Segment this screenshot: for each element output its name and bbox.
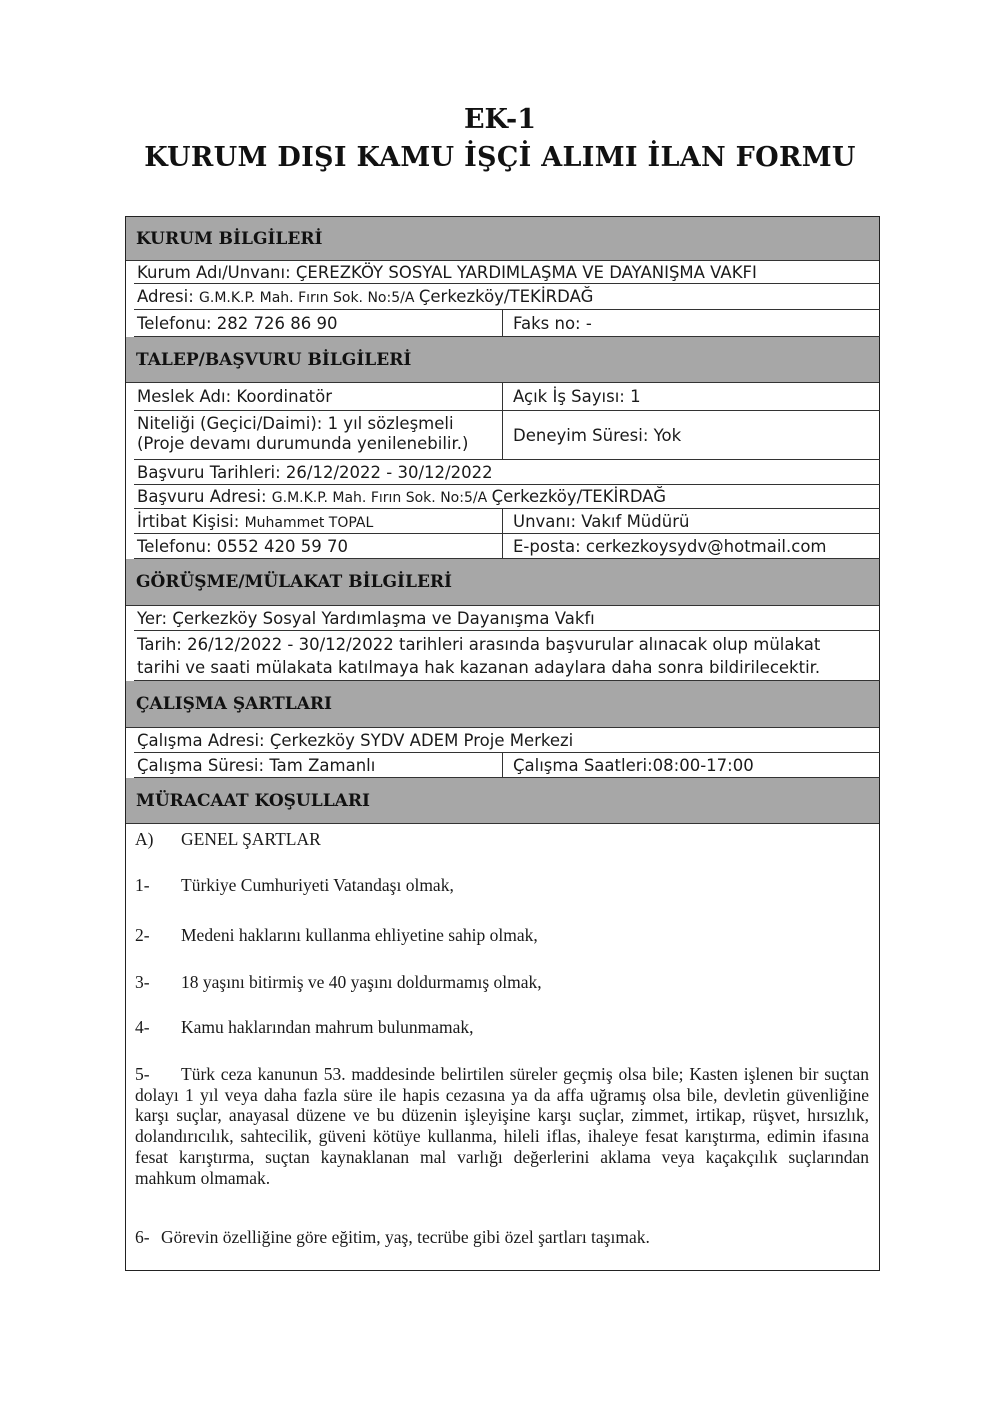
row-calisma-adresi	[134, 728, 880, 753]
acik-is-sayisi: Açık İş Sayısı: 1	[502, 383, 880, 410]
genel-sartlar-title: GENEL ŞARTLAR	[181, 829, 321, 849]
condition-item-1	[135, 875, 870, 896]
nitelik-cell	[134, 411, 502, 459]
row-basvuru-adresi	[134, 485, 880, 509]
genel-sartlar-number: A)	[135, 829, 154, 849]
condition-number: 2-	[135, 925, 150, 945]
section-kurum-bilgileri: KURUM BİLGİLERİ	[126, 217, 879, 261]
irtibat-value: Muhammet TOPAL	[244, 515, 374, 531]
kurum-adi-value: ÇEREZKÖY SOSYAL YARDIMLAŞMA VE DAYANIŞMA VAKFI	[295, 263, 757, 282]
irtibat-unvan: Unvanı: Vakıf Müdürü	[502, 509, 880, 533]
condition-number: 6-	[135, 1227, 150, 1247]
irtibat-label: İrtibat Kişisi:	[137, 512, 245, 531]
calisma-saatleri: Çalışma Saatleri:08:00-17:00	[502, 753, 880, 777]
condition-text: Türkiye Cumhuriyeti Vatandaşı olmak,	[181, 875, 454, 895]
row-kurum-telefon	[134, 310, 880, 337]
condition-item-2	[135, 925, 870, 946]
gorusme-yer: Yer: Çerkezköy Sosyal Yardımlaşma ve Dayanışma Vakfı	[137, 609, 595, 628]
basvuru-tarihleri: Başvuru Tarihleri: 26/12/2022 - 30/12/2022	[137, 463, 493, 482]
kurum-adi-cell	[134, 261, 880, 283]
row-gorusme-tarih	[134, 631, 880, 681]
kurum-adi-label: Kurum Adı/Unvanı:	[137, 263, 296, 282]
kurum-adres-city: Çerkezköy/TEKİRDAĞ	[418, 287, 594, 306]
basvuru-telefon: Telefonu: 0552 420 59 70	[137, 537, 348, 556]
gorusme-tarih-line1: Tarih: 26/12/2022 - 30/12/2022 tarihleri arasında başvurular alınacak olup mülakat	[137, 635, 821, 654]
nitelik-line1: Niteliği (Geçici/Daimi): 1 yıl sözleşmeli	[137, 414, 454, 433]
condition-item-3	[135, 972, 870, 993]
kurum-adres-label: Adresi:	[137, 287, 200, 306]
kurum-adres-cell	[134, 284, 880, 309]
condition-item-6	[135, 1227, 870, 1248]
gorusme-tarih-line2: tarihi ve saati mülakata katılmaya hak kazanan adaylara daha sonra bildirilecektir.	[137, 658, 821, 677]
meslek-adi: Meslek Adı: Koordinatör	[137, 387, 333, 406]
row-nitelik	[134, 411, 880, 460]
condition-text: Kamu haklarından mahrum bulunmamak,	[181, 1017, 474, 1037]
condition-item-4	[135, 1017, 870, 1038]
section-muracaat-kosullari: MÜRACAAT KOŞULLARI	[126, 778, 879, 824]
condition-text: Medeni haklarını kullanma ehliyetine sahip olmak,	[181, 925, 538, 945]
condition-number: 5-	[135, 1064, 150, 1084]
kurum-faks: Faks no: -	[502, 310, 880, 336]
condition-number: 4-	[135, 1017, 150, 1037]
row-meslek	[134, 383, 880, 411]
row-gorusme-yer	[134, 606, 880, 631]
calisma-adresi: Çalışma Adresi: Çerkezköy SYDV ADEM Proje Merkezi	[137, 731, 574, 750]
row-basvuru-tarihleri	[134, 460, 880, 485]
document-code: EK-1	[463, 104, 537, 135]
section-calisma-sartlari: ÇALIŞMA ŞARTLARI	[126, 681, 879, 728]
nitelik-line2: (Proje devamı durumunda yenilenebilir.)	[137, 434, 469, 453]
basvuru-adresi-value: G.M.K.P. Mah. Fırın Sok. No:5/A	[271, 490, 492, 506]
kurum-telefon: Telefonu: 282 726 86 90	[137, 314, 338, 333]
irtibat-kisisi-cell	[134, 509, 502, 533]
kurum-adres-value: G.M.K.P. Mah. Fırın Sok. No:5/A	[199, 290, 419, 306]
eposta: E-posta: cerkezkoysydv@hotmail.com	[502, 534, 880, 558]
basvuru-adresi-label: Başvuru Adresi:	[137, 487, 272, 506]
condition-text: 18 yaşını bitirmiş ve 40 yaşını doldurmamış olmak,	[181, 972, 542, 992]
row-kurum-adres	[134, 284, 880, 310]
condition-number: 1-	[135, 875, 150, 895]
genel-sartlar-heading	[135, 829, 870, 850]
section-talep-basvuru: TALEP/BAŞVURU BİLGİLERİ	[126, 337, 879, 383]
basvuru-adresi-city: Çerkezköy/TEKİRDAĞ	[491, 487, 667, 506]
deneyim-suresi: Deneyim Süresi: Yok	[502, 411, 880, 459]
row-irtibat	[134, 509, 880, 534]
row-iletisim	[134, 534, 880, 559]
basvuru-adresi-cell	[134, 485, 880, 508]
condition-number: 3-	[135, 972, 150, 992]
condition-text: Görevin özelliğine göre eğitim, yaş, tecrübe gibi özel şartları taşımak.	[161, 1227, 650, 1247]
condition-text: Türk ceza kanunun 53. maddesinde belirtilen süreler geçmiş olsa bile; Kasten işlenen bir suçtan dolayı 1 yıl veya daha fazla süre ile hapis cezasına ya da affa uğramış olsa bile, devletin güvenliğine karşı suçlar, anayasal düzene ve bu düzenin işleyişine karşı suçlar, zimmet, irtikap, rüşvet, hırsızlık, dolandırıcılık, sahtecilik, güveni kötüye kullanma, hileli iflas, ihaleye fesat karıştırma, edimin ifasına fesat karıştırma, suçtan kaynaklanan mal varlığı değerlerini aklama veya kaçakçılık suçlarından mahkum olmamak.	[135, 1064, 869, 1188]
row-kurum-adi	[134, 261, 880, 284]
section-gorusme-mulakat: GÖRÜŞME/MÜLAKAT BİLGİLERİ	[126, 559, 879, 606]
gorusme-tarih-cell	[134, 631, 880, 680]
calisma-suresi: Çalışma Süresi: Tam Zamanlı	[137, 756, 376, 775]
row-calisma-suresi	[134, 753, 880, 778]
condition-item-5	[135, 1064, 869, 1188]
document-title: KURUM DIŞI KAMU İŞÇİ ALIMI İLAN FORMU	[144, 142, 856, 173]
